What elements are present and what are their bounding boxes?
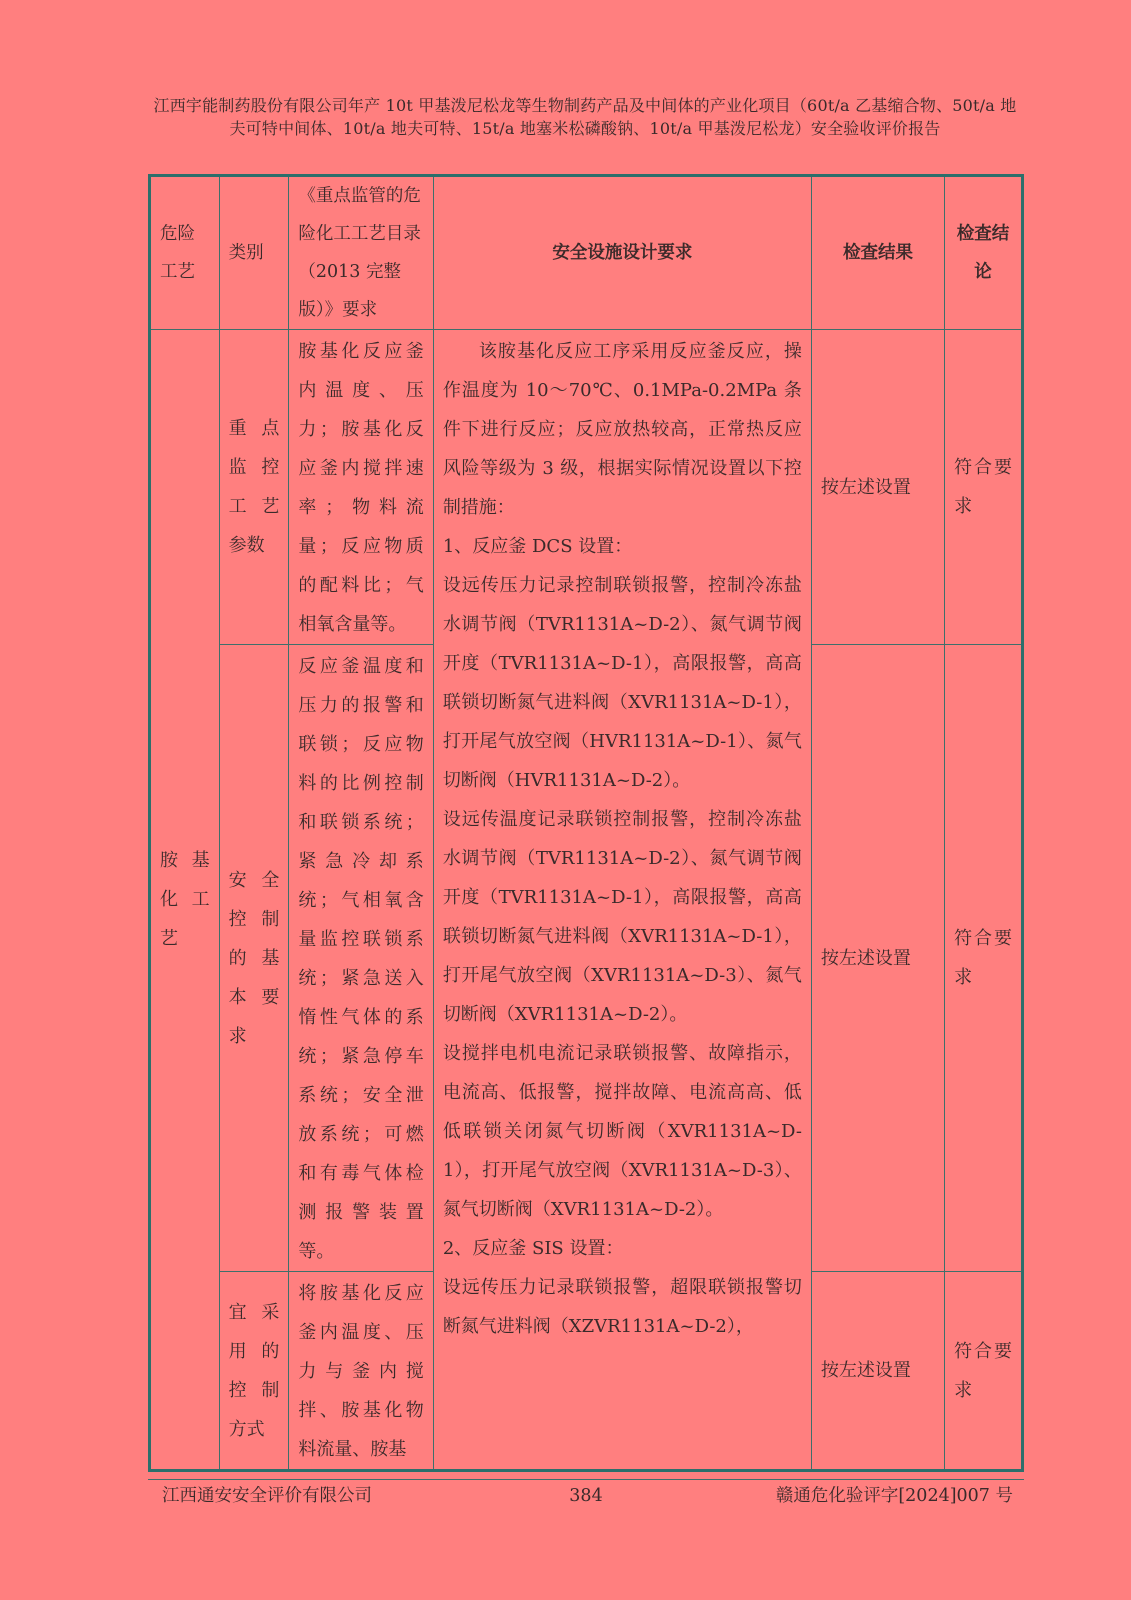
process-name-cell: 胺基化工艺 [150, 330, 220, 1471]
category-cell: 重点监控工艺参数 [219, 330, 289, 645]
design-paragraph: 设搅拌电机电流记录联锁报警、故障指示，电流高、低报警，搅拌故障、电流高高、低低联锁关闭氮气切断阀（XVR1131A~D-1），打开尾气放空阀（XVR1131A~D-3）、氮气切断阀（XVR1131A~D-2）。 [442, 1043, 802, 1220]
design-paragraph: 设远传温度记录联锁控制报警，控制冷冻盐水调节阀（TVR1131A~D-2）、氮气调节阀开度（TVR1131A~D-1），高限报警，高高联锁切断氮气进料阀（XVR1131A~D-1），打开尾气放空阀（XVR1131A~D-3）、氮气切断阀（XVR1131A~D-2）。 [442, 809, 802, 1025]
result-cell: 按左述设置 [811, 645, 944, 1272]
header-design: 安全设施设计要求 [433, 176, 811, 330]
header-catalog: 《重点监管的危险化工工艺目录（2013 完整版）》要求 [289, 176, 433, 330]
design-paragraph: 该胺基化反应工序采用反应釜反应，操作温度为 10～70℃、0.1MPa-0.2MPa 条件下进行反应；反应放热较高，正常热反应风险等级为 3 级，根据实际情况设置以下控制措施： [442, 341, 802, 518]
design-paragraph: 设远传压力记录控制联锁报警，控制冷冻盐水调节阀（TVR1131A~D-2）、氮气调节阀开度（TVR1131A~D-1），高限报警，高高联锁切断氮气进料阀（XVR1131A~D-1），打开尾气放空阀（HVR1131A~D-1）、氮气切断阀（HVR1131A~D-2）。 [442, 575, 802, 791]
conclusion-cell: 符合要求 [945, 645, 1023, 1272]
footer-company: 江西通安安全评价有限公司 [162, 1486, 372, 1506]
safety-check-table [148, 174, 1024, 1472]
footer-document-number: 赣通危化验评字[2024]007 号 [775, 1486, 1013, 1506]
catalog-cell: 反应釜温度和压力的报警和联锁；反应物料的比例控制和联锁系统；紧急冷却系统；气相氧含量监控联锁系统；紧急送入惰性气体的系统；紧急停车系统；安全泄放系统；可燃和有毒气体检测报警装置等。 [289, 645, 433, 1272]
conclusion-cell: 符合要求 [945, 330, 1023, 645]
report-header-title: 江西宇能制药股份有限公司年产 10t 甲基泼尼松龙等生物制药产品及中间体的产业化项目（60t/a 乙基缩合物、50t/a 地夫可特中间体、10t/a 地夫可特、15t/a 地塞米松磷酸钠、10t/a 甲基泼尼松龙）安全验收评价报告 [153, 96, 1017, 138]
design-paragraph: 1、反应釜 DCS 设置： [442, 536, 633, 557]
header-conclusion: 检查结论 [945, 176, 1023, 330]
footer-divider [148, 1479, 1024, 1480]
header-result: 检查结果 [811, 176, 944, 330]
catalog-cell: 将胺基化反应釜内温度、压力与釜内搅拌、胺基化物料流量、胺基 [289, 1272, 433, 1471]
category-cell: 安全控制的基本要求 [219, 645, 289, 1272]
header-process: 危险工艺 [150, 176, 220, 330]
catalog-cell: 胺基化反应釜内温度、压力；胺基化反应釜内搅拌速率；物料流量；反应物质的配料比；气相氧含量等。 [289, 330, 433, 645]
header-category: 类别 [219, 176, 289, 330]
design-paragraph: 2、反应釜 SIS 设置： [442, 1238, 624, 1259]
design-requirements-cell [433, 330, 811, 1471]
category-cell: 宜采用的控制方式 [219, 1272, 289, 1471]
footer-page-number: 384 [569, 1486, 603, 1506]
result-cell: 按左述设置 [811, 330, 944, 645]
design-paragraph: 设远传压力记录联锁报警，超限联锁报警切断氮气进料阀（XZVR1131A~D-2）， [442, 1277, 802, 1337]
result-cell: 按左述设置 [811, 1272, 944, 1471]
conclusion-cell: 符合要求 [945, 1272, 1023, 1471]
